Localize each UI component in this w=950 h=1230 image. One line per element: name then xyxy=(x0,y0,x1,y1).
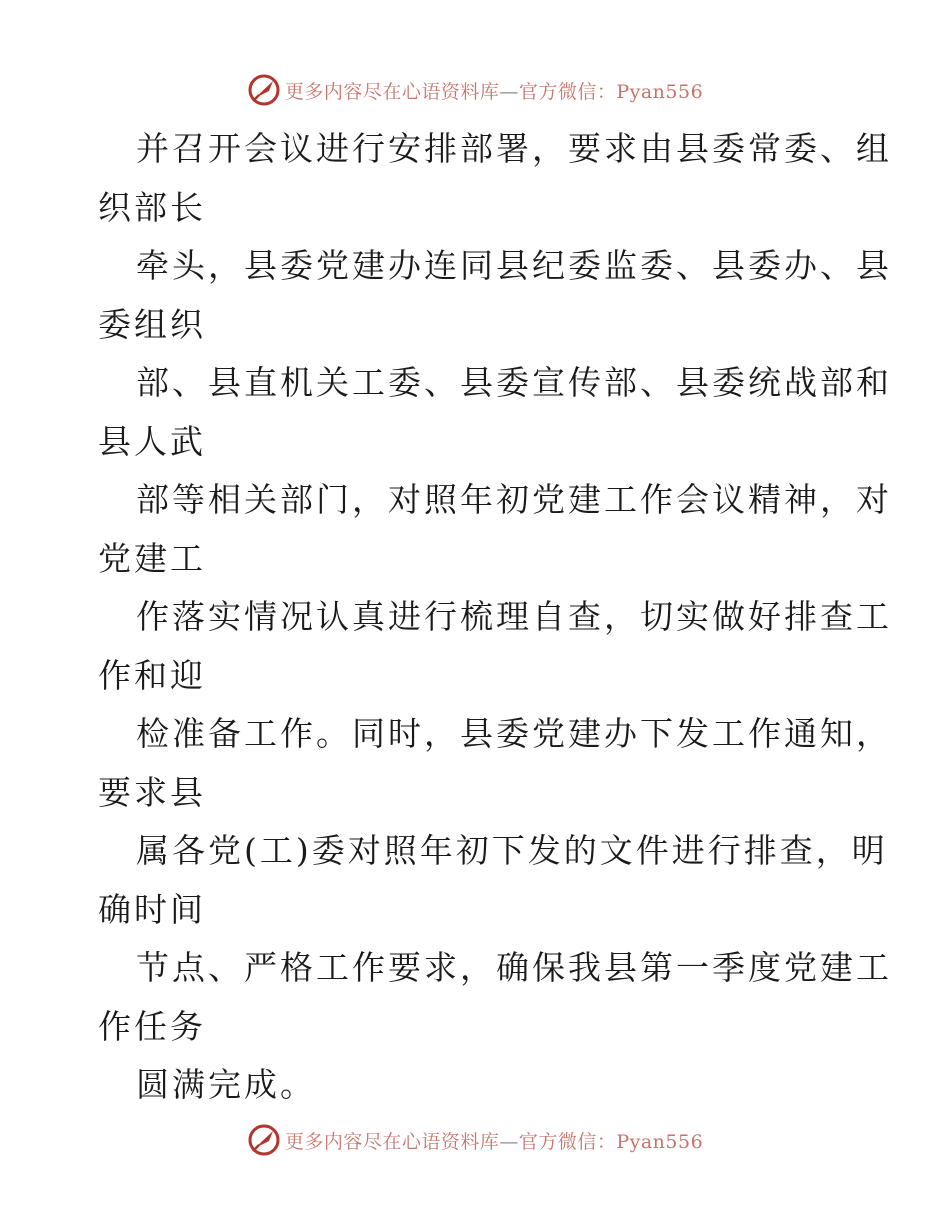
body-line: 部、县直机关工委、县委宣传部、县委统战部和 xyxy=(136,363,892,402)
footer-banner xyxy=(0,1120,950,1160)
body-line: 牵头，县委党建办连同县纪委监委、县委办、县 xyxy=(136,246,892,285)
header-banner xyxy=(0,70,950,110)
document-body xyxy=(98,120,892,1115)
body-line: 委组织 xyxy=(98,304,206,344)
body-line: 节点、严格工作要求，确保我县第一季度党建工 xyxy=(136,948,892,987)
body-line: 并召开会议进行安排部署，要求由县委常委、组 xyxy=(136,129,892,168)
body-line: 要求县 xyxy=(98,772,206,812)
footer-banner-text: 更多内容尽在心语资料库—官方微信：Pyan556 xyxy=(284,1130,704,1153)
body-line: 作任务 xyxy=(98,1006,206,1046)
body-line: 确时间 xyxy=(98,889,206,929)
body-line: 党建工 xyxy=(98,538,206,578)
body-line: 部等相关部门，对照年初党建工作会议精神，对 xyxy=(136,480,892,519)
body-line: 检准备工作。同时，县委党建办下发工作通知， xyxy=(136,714,892,753)
body-line: 圆满完成。 xyxy=(136,1065,316,1104)
quill-logo-icon xyxy=(247,73,281,107)
quill-logo-icon xyxy=(247,1123,281,1157)
body-line: 织部长 xyxy=(98,187,206,227)
body-line: 属各党(工)委对照年初下发的文件进行排查，明 xyxy=(136,831,888,870)
header-banner-text: 更多内容尽在心语资料库—官方微信：Pyan556 xyxy=(284,80,704,103)
body-line: 作落实情况认真进行梳理自查，切实做好排查工 xyxy=(136,597,892,636)
body-line: 县人武 xyxy=(98,421,206,461)
body-line: 作和迎 xyxy=(98,655,206,695)
